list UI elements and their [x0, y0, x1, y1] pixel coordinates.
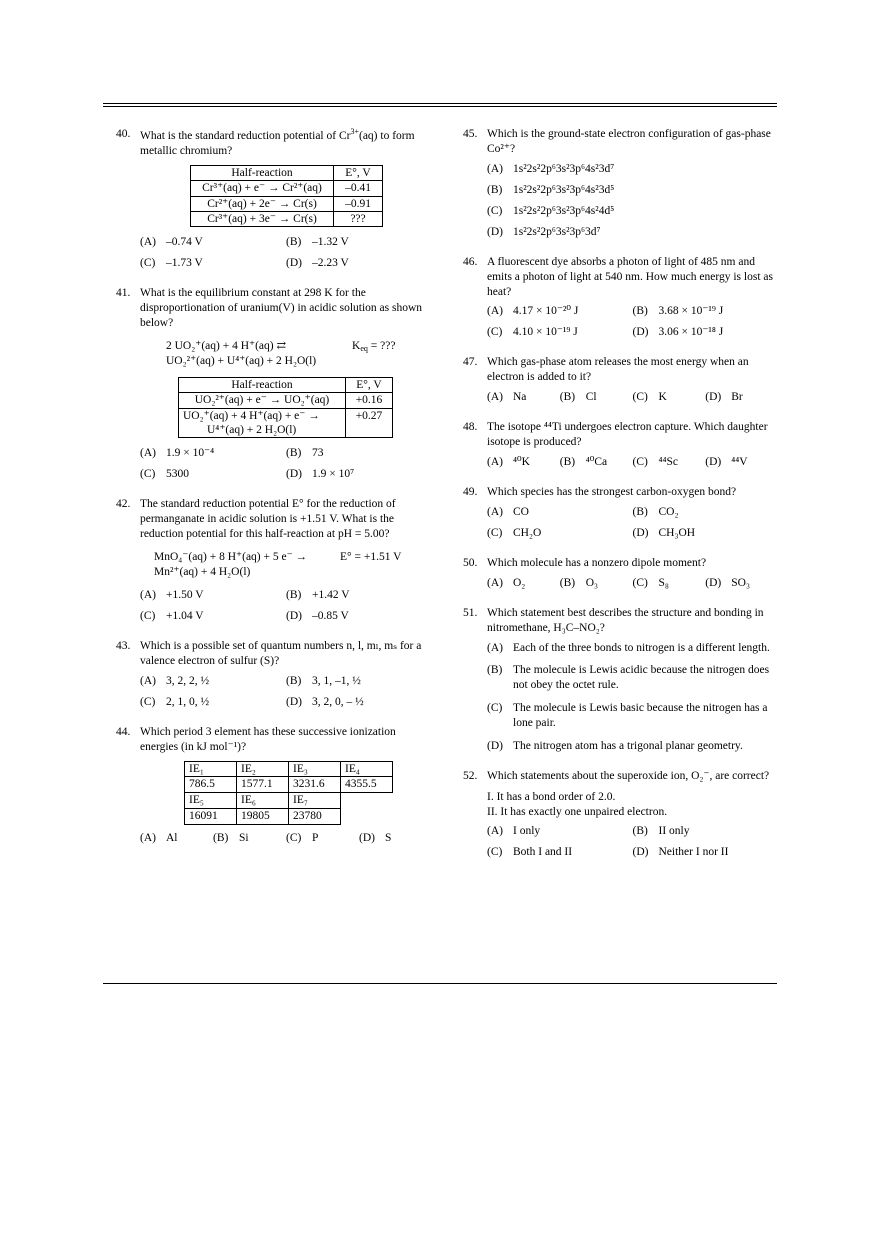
question-46 — [463, 255, 778, 347]
question-stem: Which statement best describes the structure and bonding in nitromethane, H₃C–NO₂? — [487, 606, 764, 634]
answer-option-c[interactable]: (C) Both I and II — [487, 845, 573, 858]
answer-option-b[interactable]: (B) The molecule is Lewis acidic because the nitrogen does not obey the octet rule. — [487, 664, 770, 692]
question-number: 40. — [116, 128, 131, 140]
answer-option-b[interactable]: (B) 3.68 × 10⁻¹⁹ J — [632, 305, 724, 318]
answer-option-a[interactable]: (A) Na — [487, 391, 527, 404]
table-cell: 1577.1 — [237, 777, 289, 793]
answer-option-b[interactable]: (B) 73 — [286, 447, 324, 460]
answer-option-b[interactable]: (B) ⁴⁰Ca — [559, 456, 608, 468]
table-cell: 16091 — [185, 809, 237, 825]
statement-ii: II. It has exactly one unpaired electron. — [487, 806, 668, 818]
left-column — [116, 127, 432, 861]
answer-option-a[interactable]: (A) I only — [487, 824, 541, 837]
table-cell: –0.91 — [334, 196, 383, 211]
answer-option-a[interactable]: (A) +1.50 V — [140, 589, 204, 601]
answer-option-a[interactable]: (A) ⁴⁰K — [487, 456, 530, 468]
answer-options — [487, 162, 778, 246]
table-cell: –0.41 — [334, 181, 383, 196]
question-number: 45. — [463, 128, 478, 140]
half-reaction-table — [190, 165, 383, 228]
question-number: 47. — [463, 356, 478, 369]
table-cell: ??? — [334, 212, 383, 227]
table-header: IE₃ — [289, 761, 341, 777]
table-cell: 4355.5 — [341, 777, 393, 793]
table-header: IE₇ — [289, 793, 341, 809]
table-header: Half-reaction — [179, 377, 346, 392]
header-rule-double — [103, 106, 777, 107]
answer-options — [487, 824, 778, 866]
answer-option-a[interactable]: (A) 1.9 × 10⁻⁴ — [140, 447, 215, 460]
table-cell: Cr³⁺(aq) + e⁻ → Cr²⁺(aq) — [191, 181, 334, 196]
answer-option-d[interactable]: (D) Br — [705, 391, 743, 404]
table-header: IE₂ — [237, 761, 289, 777]
statement-list — [487, 790, 778, 820]
question-stem: Which statements about the superoxide ion, O₂⁻, are correct? — [487, 770, 770, 783]
answer-option-a[interactable]: (A) 3, 2, 2, ½ — [140, 674, 210, 687]
answer-option-a[interactable]: (A) –0.74 V — [140, 236, 203, 249]
question-number: 46. — [463, 255, 478, 268]
question-stem: The isotope ⁴⁴Ti undergoes electron capture. Which daughter isotope is produced? — [487, 421, 768, 449]
table-header: IE₄ — [341, 761, 393, 777]
question-stem: Which molecule has a nonzero dipole moment? — [487, 556, 707, 569]
table-cell: 19805 — [237, 809, 289, 825]
answer-options — [487, 455, 778, 476]
answer-option-c[interactable]: (C) 4.10 × 10⁻¹⁹ J — [487, 326, 578, 339]
question-number: 43. — [116, 639, 131, 652]
question-stem: Which period 3 element has these successive ionization energies (in kJ mol⁻¹)? — [140, 725, 396, 753]
answer-option-c[interactable]: (C) 1s²2s²2p⁶3s²3p⁶4s²4d⁵ — [487, 204, 615, 217]
table-header: Half-reaction — [191, 165, 334, 180]
answer-option-d[interactable]: (D) 1s²2s²2p⁶3s²3p⁶3d⁷ — [487, 225, 601, 238]
statement-i: I. It has a bond order of 2.0. — [487, 791, 616, 804]
question-number: 44. — [116, 725, 131, 738]
answer-option-b[interactable]: (B) II only — [632, 824, 690, 837]
answer-option-b[interactable]: (B) 3, 1, –1, ½ — [286, 674, 361, 687]
table-cell: 3231.6 — [289, 777, 341, 793]
question-stem: Which gas-phase atom releases the most energy when an electron is added to it? — [487, 356, 749, 384]
table-cell: UO₂²⁺(aq) + e⁻ → UO₂⁺(aq) — [179, 393, 346, 408]
table-cell: Cr³⁺(aq) + 3e⁻ → Cr(s) — [191, 212, 334, 227]
answer-option-b[interactable]: (B) Cl — [559, 391, 597, 404]
answer-option-b[interactable]: (B) –1.32 V — [286, 236, 349, 249]
answer-option-c[interactable]: (C) The molecule is Lewis basic because the nitrogen has a lone pair. — [487, 702, 768, 730]
answer-option-d[interactable]: (D) Neither I nor II — [632, 845, 729, 858]
question-51 — [463, 606, 778, 761]
answer-option-d[interactable]: (D) 3.06 × 10⁻¹⁸ J — [632, 326, 724, 339]
answer-option-d[interactable]: (D) 3, 2, 0, – ½ — [286, 695, 364, 708]
answer-option-c[interactable]: (C) P — [286, 832, 319, 845]
answer-option-a[interactable]: (A) 4.17 × 10⁻²⁰ J — [487, 305, 579, 318]
table-header: IE₆ — [237, 793, 289, 809]
answer-options — [487, 390, 778, 411]
table-cell: +0.27 — [346, 408, 393, 438]
question-49 — [463, 485, 778, 547]
answer-options — [140, 831, 432, 852]
answer-options — [140, 588, 432, 630]
answer-option-c[interactable]: (C) 2, 1, 0, ½ — [140, 695, 210, 708]
answer-options — [140, 235, 432, 277]
answer-option-a[interactable]: (A) Each of the three bonds to nitrogen is a different length. — [487, 641, 770, 654]
table-cell: Cr²⁺(aq) + 2e⁻ → Cr(s) — [191, 196, 334, 211]
answer-options — [140, 446, 432, 488]
question-stem: Which is the ground-state electron configuration of gas-phase Co²⁺? — [487, 128, 771, 155]
question-41 — [116, 286, 432, 488]
table-header: E°, V — [334, 165, 383, 180]
footer-rule — [103, 983, 777, 984]
answer-option-c[interactable]: (C) S₈ — [632, 576, 669, 589]
answer-option-d[interactable]: (D) SO₃ — [705, 576, 750, 589]
table-cell: 786.5 — [185, 777, 237, 793]
question-stem: A fluorescent dye absorbs a photon of light of 485 nm and emits a photon of light at 540 nm. How much energy is lost as heat? — [487, 255, 773, 298]
answer-option-d[interactable]: (D) ⁴⁴V — [705, 456, 748, 468]
ionization-energy-table — [184, 761, 393, 826]
question-stem: The standard reduction potential E° for the reduction of permanganate in acidic solution is +1.51 V. What is the reduction potential for this half-reaction at pH = 5.00? — [140, 498, 396, 541]
question-number: 41. — [116, 287, 131, 300]
reaction-equation: 2 UO₂⁺(aq) + 4 H⁺(aq) ⇄ UO₂²⁺(aq) + U⁴⁺(aq) + 2 H₂O(l) $K_{eq}$ = ??? — [166, 340, 396, 367]
answer-option-d[interactable]: (D) The nitrogen atom has a trigonal planar geometry. — [487, 740, 743, 753]
table-header: IE₁ — [185, 761, 237, 777]
table-header: IE₅ — [185, 793, 237, 809]
question-47 — [463, 355, 778, 411]
question-stem: What is the standard reduction potential of $Cr^{3+}(aq)$ to form metallic chromium? — [140, 127, 415, 157]
answer-option-d[interactable]: (D) S — [359, 832, 392, 845]
answer-option-a[interactable]: (A) CO — [487, 505, 529, 518]
header-rule — [103, 103, 777, 104]
question-number: 48. — [463, 421, 478, 434]
answer-options — [487, 576, 778, 597]
question-52 — [463, 769, 778, 866]
question-43 — [116, 639, 432, 716]
question-stem: Which is a possible set of quantum numbers n, l, mₗ, mₛ for a valence electron of sulfur (S)? — [140, 639, 422, 667]
answer-option-c[interactable]: (C) +1.04 V — [140, 609, 204, 622]
equilibrium-constant: $K_{eq}$ = ??? — [352, 340, 396, 354]
answer-option-c[interactable]: (C) ⁴⁴Sc — [632, 456, 679, 468]
answer-option-a[interactable]: (A) Al — [140, 832, 178, 845]
answer-option-a[interactable]: (A) O₂ — [487, 576, 526, 589]
answer-option-c[interactable]: (C) –1.73 V — [140, 257, 203, 270]
answer-options — [487, 505, 778, 547]
question-50 — [463, 556, 778, 597]
reaction-equation: MnO₄⁻(aq) + 8 H⁺(aq) + 5 e⁻ → Mn²⁺(aq) + 4 H₂O(l) E° = +1.51 V — [154, 551, 402, 579]
answer-option-c[interactable]: (C) CH₂O — [487, 526, 542, 539]
answer-option-c[interactable]: (C) 5300 — [140, 468, 189, 481]
answer-options — [487, 304, 778, 346]
question-40 — [116, 127, 432, 277]
question-44 — [116, 725, 432, 853]
half-reaction-table — [178, 377, 393, 439]
table-cell: 23780 — [289, 809, 341, 825]
question-stem: What is the equilibrium constant at 298 K for the disproportionation of uranium(V) in acidic solution as shown below? — [140, 287, 423, 330]
question-number: 52. — [463, 770, 478, 783]
answer-option-d[interactable]: (D) CH₃OH — [632, 526, 696, 539]
answer-option-d[interactable]: (D) 1.9 × 10⁷ — [286, 468, 355, 481]
table-header: E°, V — [346, 377, 393, 392]
answer-option-a[interactable]: (A) 1s²2s²2p⁶3s²3p⁶4s²3d⁷ — [487, 162, 615, 175]
answer-options — [487, 641, 778, 761]
table-cell: +0.16 — [346, 393, 393, 408]
question-number: 49. — [463, 485, 478, 498]
answer-option-b[interactable]: (B) +1.42 V — [286, 589, 350, 601]
answer-option-b[interactable]: (B) 1s²2s²2p⁶3s²3p⁶4s²3d⁵ — [487, 183, 615, 196]
answer-option-b[interactable]: (B) Si — [213, 832, 249, 845]
question-48 — [463, 420, 778, 476]
question-number: 50. — [463, 556, 478, 569]
answer-option-c[interactable]: (C) K — [632, 391, 667, 404]
standard-potential: E° = +1.51 V — [340, 551, 402, 564]
right-column — [463, 127, 778, 875]
answer-options — [140, 674, 432, 716]
answer-option-b[interactable]: (B) CO₂ — [632, 505, 679, 518]
question-number: 42. — [116, 498, 131, 511]
answer-option-b[interactable]: (B) O₃ — [559, 576, 599, 589]
answer-option-d[interactable]: (D) –2.23 V — [286, 257, 349, 270]
question-number: 51. — [463, 606, 478, 619]
question-45 — [463, 127, 778, 246]
question-42 — [116, 497, 432, 630]
table-cell: UO₂⁺(aq) + 4 H⁺(aq) + e⁻ → U⁴⁺(aq) + 2 H₂O(l) — [179, 408, 346, 438]
question-stem: Which species has the strongest carbon-oxygen bond? — [487, 485, 737, 498]
answer-option-d[interactable]: (D) –0.85 V — [286, 609, 349, 622]
